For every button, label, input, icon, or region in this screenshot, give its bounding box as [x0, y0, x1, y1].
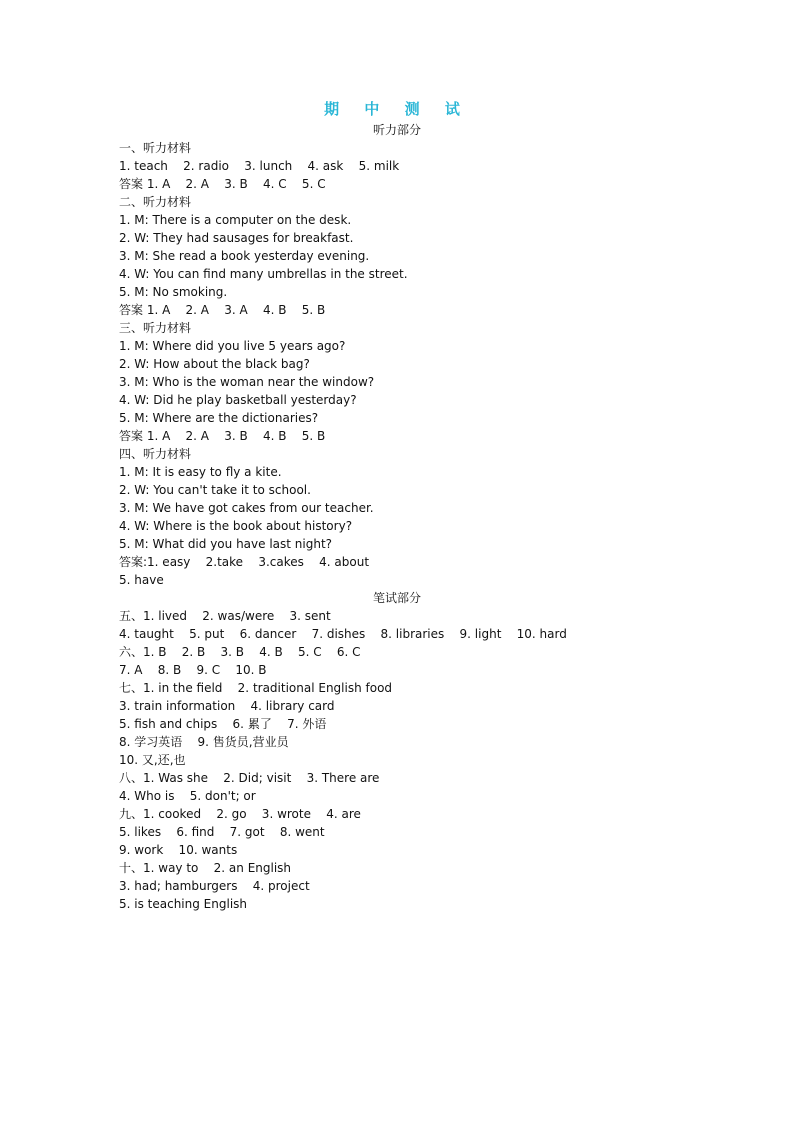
- answer-line: 3. M: She read a book yesterday evening.: [119, 249, 370, 263]
- answer-line: 答案:1. easy 2.take 3.cakes 4. about: [119, 555, 370, 569]
- answer-line: 十、1. way to 2. an English: [119, 861, 292, 875]
- answer-line: 五、1. lived 2. was/were 3. sent: [119, 609, 331, 623]
- writing-answers: [119, 607, 719, 913]
- answer-line: 5. M: Where are the dictionaries?: [119, 411, 319, 425]
- answer-line: 三、听力材料: [119, 321, 192, 335]
- answer-line: 四、听力材料: [119, 447, 192, 461]
- answer-line: 答案 1. A 2. A 3. B 4. C 5. C: [119, 177, 326, 191]
- answer-line: 5. is teaching English: [119, 897, 248, 911]
- answer-line: 答案 1. A 2. A 3. B 4. B 5. B: [119, 429, 326, 443]
- answer-line: 二、听力材料: [119, 195, 192, 209]
- answer-line: 4. W: You can find many umbrellas in the street.: [119, 267, 408, 281]
- answer-line: 9. work 10. wants: [119, 843, 238, 857]
- answer-line: 10. 又,还,也: [119, 753, 186, 767]
- answer-line: 2. W: How about the black bag?: [119, 357, 310, 371]
- answer-line: 1. M: Where did you live 5 years ago?: [119, 339, 346, 353]
- answer-line: 六、1. B 2. B 3. B 4. B 5. C 6. C: [119, 645, 361, 659]
- answer-line: 5. M: What did you have last night?: [119, 537, 333, 551]
- answer-line: 7. A 8. B 9. C 10. B: [119, 663, 267, 677]
- answer-line: 3. M: We have got cakes from our teacher.: [119, 501, 374, 515]
- answer-line: 5. fish and chips 6. 累了 7. 外语: [119, 717, 327, 731]
- answer-line: 4. W: Did he play basketball yesterday?: [119, 393, 357, 407]
- answer-line: 3. had; hamburgers 4. project: [119, 879, 310, 893]
- answer-line: 2. W: They had sausages for breakfast.: [119, 231, 354, 245]
- answer-line: 3. train information 4. library card: [119, 699, 335, 713]
- answer-line: 5. likes 6. find 7. got 8. went: [119, 825, 325, 839]
- answer-line: 九、1. cooked 2. go 3. wrote 4. are: [119, 807, 361, 821]
- listening-section-heading: 听力部分: [372, 123, 421, 137]
- answer-line: 5. M: No smoking.: [119, 285, 228, 299]
- answer-line: 8. 学习英语 9. 售货员,营业员: [119, 735, 289, 749]
- answer-line: 1. M: There is a computer on the desk.: [119, 213, 352, 227]
- answer-line: 2. W: You can't take it to school.: [119, 483, 311, 497]
- answer-line: 5. have: [119, 573, 164, 587]
- listening-answers: [119, 139, 719, 589]
- answer-line: 4. taught 5. put 6. dancer 7. dishes 8. libraries 9. light 10. hard: [119, 627, 567, 641]
- answer-line: 七、1. in the field 2. traditional English food: [119, 681, 393, 695]
- answer-line: 4. Who is 5. don't; or: [119, 789, 256, 803]
- answer-line: 3. M: Who is the woman near the window?: [119, 375, 375, 389]
- answer-line: 八、1. Was she 2. Did; visit 3. There are: [119, 771, 380, 785]
- page-title: 期 中 测 试: [324, 100, 470, 118]
- answer-line: 一、听力材料: [119, 141, 192, 155]
- answer-line: 1. teach 2. radio 3. lunch 4. ask 5. milk: [119, 159, 400, 173]
- answer-line: 4. W: Where is the book about history?: [119, 519, 353, 533]
- writing-section-heading: 笔试部分: [372, 591, 421, 605]
- answer-line: 1. M: It is easy to fly a kite.: [119, 465, 282, 479]
- answer-line: 答案 1. A 2. A 3. A 4. B 5. B: [119, 303, 326, 317]
